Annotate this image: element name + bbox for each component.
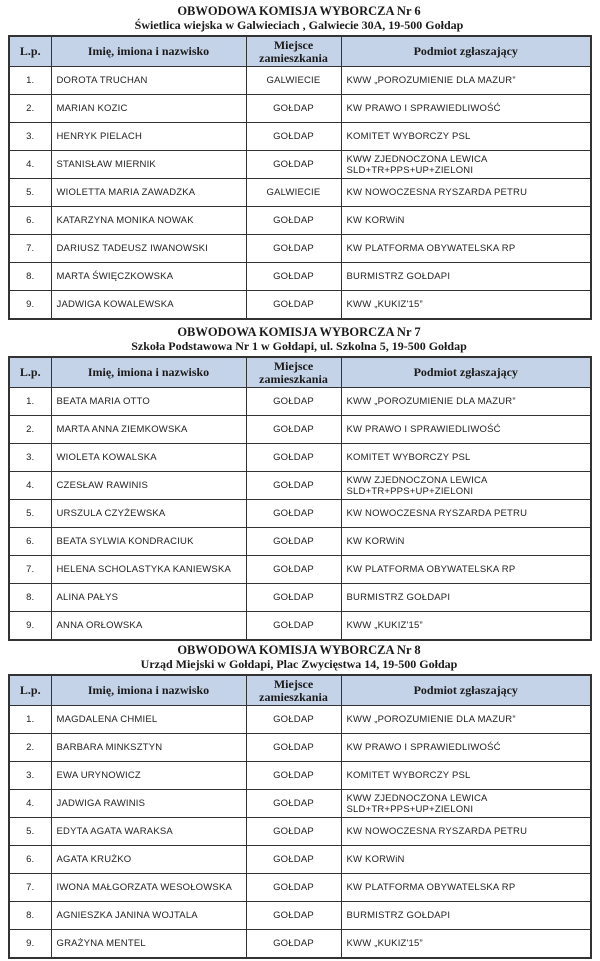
row-place: GOŁDAP bbox=[246, 762, 341, 790]
row-lp: 2. bbox=[9, 416, 51, 444]
row-lp: 8. bbox=[9, 584, 51, 612]
row-name: MARTA ŚWIĘCZKOWSKA bbox=[51, 263, 246, 291]
row-lp: 1. bbox=[9, 67, 51, 95]
commission-section-7 bbox=[8, 325, 590, 641]
row-lp: 4. bbox=[9, 151, 51, 179]
table-row bbox=[9, 95, 591, 123]
commission-address: Świetlica wiejska w Galwieciach , Galwiecie 30A, 19-500 Gołdap bbox=[134, 18, 464, 32]
row-subject: KWW „KUKIZ'15” bbox=[341, 930, 591, 959]
row-name: HELENA SCHOLASTYKA KANIEWSKA bbox=[51, 556, 246, 584]
row-subject: KW PLATFORMA OBYWATELSKA RP bbox=[341, 874, 591, 902]
row-lp: 7. bbox=[9, 874, 51, 902]
row-subject: KW KORWiN bbox=[341, 207, 591, 235]
table-row bbox=[9, 207, 591, 235]
row-name: MARIAN KOZIC bbox=[51, 95, 246, 123]
row-lp: 2. bbox=[9, 95, 51, 123]
row-subject: KOMITET WYBORCZY PSL bbox=[341, 762, 591, 790]
row-lp: 5. bbox=[9, 179, 51, 207]
row-place: GOŁDAP bbox=[246, 207, 341, 235]
table-row bbox=[9, 235, 591, 263]
table-row bbox=[9, 472, 591, 500]
row-subject: KW KORWiN bbox=[341, 528, 591, 556]
table-header-row bbox=[9, 357, 591, 388]
row-place: GOŁDAP bbox=[246, 95, 341, 123]
row-subject: KWW ZJEDNOCZONA LEWICA SLD+TR+PPS+UP+ZIELONI bbox=[341, 472, 591, 500]
members-table bbox=[8, 35, 592, 320]
row-name: HENRYK PIELACH bbox=[51, 123, 246, 151]
row-lp: 8. bbox=[9, 263, 51, 291]
row-name: MARTA ANNA ZIEMKOWSKA bbox=[51, 416, 246, 444]
row-name: MAGDALENA CHMIEL bbox=[51, 706, 246, 734]
row-subject: KW NOWOCZESNA RYSZARDA PETRU bbox=[341, 500, 591, 528]
row-subject: KWW ZJEDNOCZONA LEWICA SLD+TR+PPS+UP+ZIELONI bbox=[341, 151, 591, 179]
row-place: GOŁDAP bbox=[246, 556, 341, 584]
row-place: GOŁDAP bbox=[246, 818, 341, 846]
row-name: ALINA PAŁYS bbox=[51, 584, 246, 612]
row-lp: 4. bbox=[9, 472, 51, 500]
members-table bbox=[8, 674, 592, 959]
row-name: URSZULA CZYŻEWSKA bbox=[51, 500, 246, 528]
row-subject: KW PLATFORMA OBYWATELSKA RP bbox=[341, 556, 591, 584]
row-name: CZESŁAW RAWINIS bbox=[51, 472, 246, 500]
table-row bbox=[9, 706, 591, 734]
row-lp: 3. bbox=[9, 123, 51, 151]
row-subject: KW NOWOCZESNA RYSZARDA PETRU bbox=[341, 818, 591, 846]
row-place: GOŁDAP bbox=[246, 734, 341, 762]
row-subject: KWW „KUKIZ'15” bbox=[341, 291, 591, 320]
commission-section-8 bbox=[8, 643, 590, 959]
row-place: GOŁDAP bbox=[246, 584, 341, 612]
row-place: GOŁDAP bbox=[246, 151, 341, 179]
header-place: Miejsce zamieszkania bbox=[246, 357, 341, 388]
row-place: GALWIECIE bbox=[246, 67, 341, 95]
row-lp: 3. bbox=[9, 444, 51, 472]
row-place: GOŁDAP bbox=[246, 930, 341, 959]
row-name: GRAŻYNA MENTEL bbox=[51, 930, 246, 959]
table-row bbox=[9, 500, 591, 528]
row-subject: KW PRAWO I SPRAWIEDLIWOŚĆ bbox=[341, 734, 591, 762]
row-lp: 3. bbox=[9, 762, 51, 790]
row-place: GOŁDAP bbox=[246, 263, 341, 291]
table-header-row bbox=[9, 675, 591, 706]
row-lp: 5. bbox=[9, 500, 51, 528]
commission-title: OBWODOWA KOMISJA WYBORCZA Nr 7 bbox=[177, 325, 421, 339]
row-name: BEATA SYLWIA KONDRACIUK bbox=[51, 528, 246, 556]
table-row bbox=[9, 584, 591, 612]
row-name: DARIUSZ TADEUSZ IWANOWSKI bbox=[51, 235, 246, 263]
commission-title: OBWODOWA KOMISJA WYBORCZA Nr 8 bbox=[177, 643, 421, 657]
row-lp: 6. bbox=[9, 207, 51, 235]
row-lp: 6. bbox=[9, 846, 51, 874]
row-subject: KOMITET WYBORCZY PSL bbox=[341, 444, 591, 472]
row-name: ANNA ORŁOWSKA bbox=[51, 612, 246, 641]
table-row bbox=[9, 790, 591, 818]
row-lp: 6. bbox=[9, 528, 51, 556]
table-row bbox=[9, 67, 591, 95]
table-row bbox=[9, 416, 591, 444]
header-subject: Podmiot zgłaszający bbox=[341, 36, 591, 67]
header-lp: L.p. bbox=[9, 36, 51, 67]
members-table bbox=[8, 356, 592, 641]
row-subject: KW PLATFORMA OBYWATELSKA RP bbox=[341, 235, 591, 263]
row-subject: BURMISTRZ GOŁDAPI bbox=[341, 584, 591, 612]
row-lp: 1. bbox=[9, 388, 51, 416]
row-lp: 9. bbox=[9, 612, 51, 641]
row-subject: BURMISTRZ GOŁDAPI bbox=[341, 263, 591, 291]
table-row bbox=[9, 762, 591, 790]
row-name: EWA URYNOWICZ bbox=[51, 762, 246, 790]
table-header-row bbox=[9, 36, 591, 67]
row-lp: 4. bbox=[9, 790, 51, 818]
row-place: GOŁDAP bbox=[246, 472, 341, 500]
table-row bbox=[9, 291, 591, 320]
row-name: WIOLETA KOWALSKA bbox=[51, 444, 246, 472]
row-name: BEATA MARIA OTTO bbox=[51, 388, 246, 416]
row-place: GOŁDAP bbox=[246, 846, 341, 874]
row-subject: KWW „KUKIZ'15” bbox=[341, 612, 591, 641]
table-row bbox=[9, 388, 591, 416]
header-lp: L.p. bbox=[9, 675, 51, 706]
commission-section-6 bbox=[8, 4, 590, 320]
table-row bbox=[9, 902, 591, 930]
row-place: GOŁDAP bbox=[246, 500, 341, 528]
table-row bbox=[9, 734, 591, 762]
table-row bbox=[9, 528, 591, 556]
row-name: WIOLETTA MARIA ZAWADZKA bbox=[51, 179, 246, 207]
row-name: JADWIGA RAWINIS bbox=[51, 790, 246, 818]
row-subject: KW PRAWO I SPRAWIEDLIWOŚĆ bbox=[341, 416, 591, 444]
row-lp: 2. bbox=[9, 734, 51, 762]
row-name: EDYTA AGATA WARAKSA bbox=[51, 818, 246, 846]
row-subject: KW KORWiN bbox=[341, 846, 591, 874]
row-place: GALWIECIE bbox=[246, 179, 341, 207]
row-place: GOŁDAP bbox=[246, 612, 341, 641]
row-name: JADWIGA KOWALEWSKA bbox=[51, 291, 246, 320]
header-lp: L.p. bbox=[9, 357, 51, 388]
table-row bbox=[9, 556, 591, 584]
table-row bbox=[9, 612, 591, 641]
row-name: STANISŁAW MIERNIK bbox=[51, 151, 246, 179]
row-name: BARBARA MINKSZTYN bbox=[51, 734, 246, 762]
row-lp: 9. bbox=[9, 291, 51, 320]
commission-title: OBWODOWA KOMISJA WYBORCZA Nr 6 bbox=[177, 4, 421, 18]
row-place: GOŁDAP bbox=[246, 706, 341, 734]
header-name: Imię, imiona i nazwisko bbox=[51, 357, 246, 388]
row-subject: KWW „POROZUMIENIE DLA MAZUR” bbox=[341, 388, 591, 416]
row-name: DOROTA TRUCHAN bbox=[51, 67, 246, 95]
row-place: GOŁDAP bbox=[246, 123, 341, 151]
row-place: GOŁDAP bbox=[246, 235, 341, 263]
table-row bbox=[9, 123, 591, 151]
row-place: GOŁDAP bbox=[246, 388, 341, 416]
row-lp: 5. bbox=[9, 818, 51, 846]
row-lp: 7. bbox=[9, 556, 51, 584]
commission-address: Szkoła Podstawowa Nr 1 w Gołdapi, ul. Szkolna 5, 19-500 Gołdap bbox=[131, 339, 467, 353]
header-place: Miejsce zamieszkania bbox=[246, 675, 341, 706]
header-name: Imię, imiona i nazwisko bbox=[51, 675, 246, 706]
table-row bbox=[9, 846, 591, 874]
table-row bbox=[9, 930, 591, 959]
row-subject: KOMITET WYBORCZY PSL bbox=[341, 123, 591, 151]
header-subject: Podmiot zgłaszający bbox=[341, 357, 591, 388]
row-place: GOŁDAP bbox=[246, 528, 341, 556]
table-row bbox=[9, 444, 591, 472]
row-lp: 7. bbox=[9, 235, 51, 263]
row-place: GOŁDAP bbox=[246, 790, 341, 818]
row-lp: 8. bbox=[9, 902, 51, 930]
row-subject: KWW „POROZUMIENIE DLA MAZUR” bbox=[341, 706, 591, 734]
row-subject: KWW ZJEDNOCZONA LEWICA SLD+TR+PPS+UP+ZIELONI bbox=[341, 790, 591, 818]
row-name: AGATA KRUŻKO bbox=[51, 846, 246, 874]
row-place: GOŁDAP bbox=[246, 416, 341, 444]
header-subject: Podmiot zgłaszający bbox=[341, 675, 591, 706]
commission-address: Urząd Miejski w Gołdapi, Plac Zwycięstwa 14, 19-500 Gołdap bbox=[140, 657, 458, 671]
header-name: Imię, imiona i nazwisko bbox=[51, 36, 246, 67]
row-name: KATARZYNA MONIKA NOWAK bbox=[51, 207, 246, 235]
table-row bbox=[9, 874, 591, 902]
row-place: GOŁDAP bbox=[246, 902, 341, 930]
row-subject: KW NOWOCZESNA RYSZARDA PETRU bbox=[341, 179, 591, 207]
row-subject: KWW „POROZUMIENIE DLA MAZUR” bbox=[341, 67, 591, 95]
row-place: GOŁDAP bbox=[246, 874, 341, 902]
header-place: Miejsce zamieszkania bbox=[246, 36, 341, 67]
row-subject: KW PRAWO I SPRAWIEDLIWOŚĆ bbox=[341, 95, 591, 123]
table-row bbox=[9, 818, 591, 846]
row-lp: 9. bbox=[9, 930, 51, 959]
row-lp: 1. bbox=[9, 706, 51, 734]
table-row bbox=[9, 263, 591, 291]
row-name: AGNIESZKA JANINA WOJTALA bbox=[51, 902, 246, 930]
row-place: GOŁDAP bbox=[246, 444, 341, 472]
row-place: GOŁDAP bbox=[246, 291, 341, 320]
table-row bbox=[9, 179, 591, 207]
row-name: IWONA MAŁGORZATA WESOŁOWSKA bbox=[51, 874, 246, 902]
table-row bbox=[9, 151, 591, 179]
row-subject: BURMISTRZ GOŁDAPI bbox=[341, 902, 591, 930]
